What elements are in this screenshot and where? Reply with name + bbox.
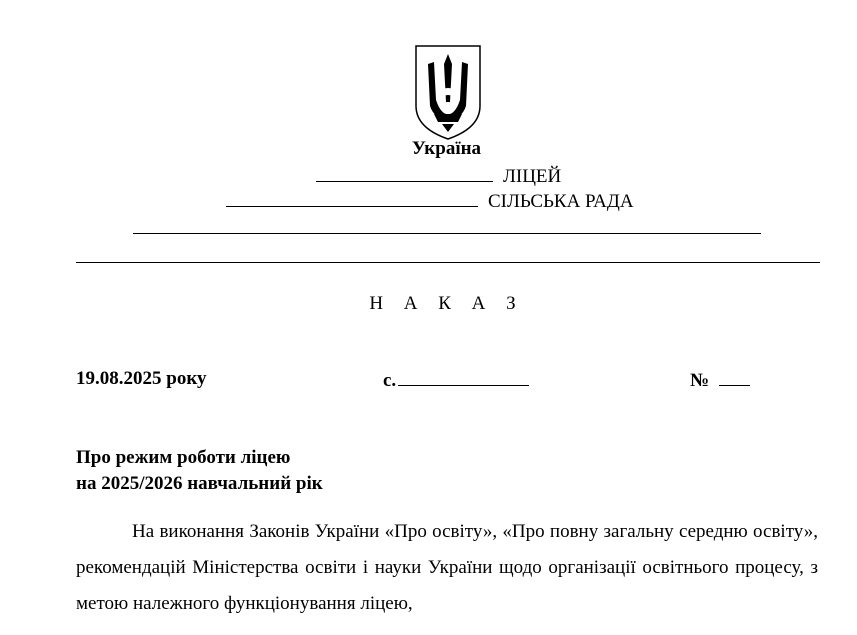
document-title: Н А К А З [369,293,524,314]
order-number-blank [719,368,750,386]
country-name: Україна [411,138,482,159]
institution-line [316,164,561,188]
council-blank [226,189,478,207]
institution-label: ЛІЦЕЙ [503,166,562,187]
council-label: СІЛЬСЬКА РАДА [488,191,634,212]
order-date-suffix: року [166,368,207,389]
order-subject [76,445,476,497]
coat-of-arms-icon [412,42,484,142]
order-place-prefix: с. [383,370,397,391]
order-date-value: 19.08.2025 [76,368,162,389]
order-place-blank [398,368,529,386]
order-number [690,368,760,392]
header-divider [76,262,820,263]
institution-blank [316,164,493,182]
order-subject-line-2: на 2025/2026 навчальний рік [76,473,323,494]
order-place [383,368,539,392]
order-subject-line-1: Про режим роботи ліцею [76,447,291,468]
order-number-sign: № [690,370,710,391]
body-paragraph: На виконання Законів України «Про освіту», «Про повну загальну середню освіту», рекомендацій Міністерства освіти і науки України щодо організації освітнього процесу, з метою належного функціонування ліцею, [76,521,818,614]
order-date [76,368,207,390]
address-blank-line [133,233,761,234]
council-line [226,189,634,213]
